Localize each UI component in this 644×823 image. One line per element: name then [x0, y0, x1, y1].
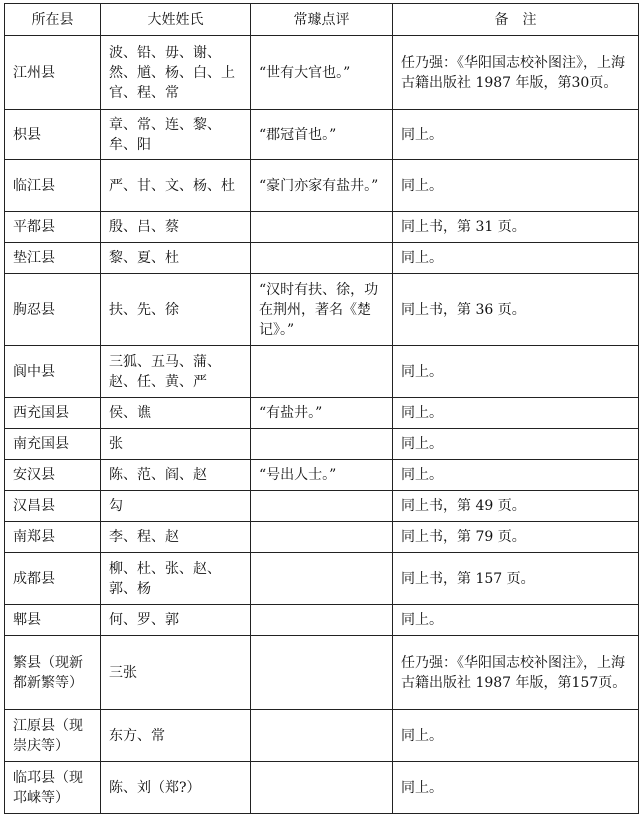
comment-cell — [251, 762, 393, 814]
table-row — [5, 274, 639, 346]
note-cell: 同上书，第 31 页。 — [393, 212, 639, 243]
table-row — [5, 243, 639, 274]
table-row — [5, 36, 639, 110]
surnames-cell: 李、程、赵 — [101, 522, 251, 553]
comment-cell — [251, 212, 393, 243]
surnames-cell: 三狐、五马、蒲、赵、任、黄、严 — [101, 346, 251, 398]
county-cell: 郫县 — [5, 605, 101, 636]
surnames-cell: 陈、范、阎、赵 — [101, 460, 251, 491]
table-row — [5, 522, 639, 553]
note-cell: 同上。 — [393, 160, 639, 212]
comment-cell: “世有大官也。” — [251, 36, 393, 110]
comment-cell — [251, 522, 393, 553]
county-cell: 南充国县 — [5, 429, 101, 460]
surnames-cell: 柳、杜、张、赵、郭、杨 — [101, 553, 251, 605]
table-row — [5, 636, 639, 710]
comment-cell — [251, 636, 393, 710]
county-cell: 繁县（现新都新繁等） — [5, 636, 101, 710]
county-cell: 安汉县 — [5, 460, 101, 491]
comment-cell: “豪门亦家有盐井。” — [251, 160, 393, 212]
header-county: 所在县 — [5, 4, 101, 36]
note-cell: 同上。 — [393, 605, 639, 636]
surnames-cell: 东方、常 — [101, 710, 251, 762]
surnames-cell: 何、罗、郭 — [101, 605, 251, 636]
county-cell: 南郑县 — [5, 522, 101, 553]
comment-cell — [251, 710, 393, 762]
county-cell: 临江县 — [5, 160, 101, 212]
note-cell: 同上。 — [393, 460, 639, 491]
note-cell: 同上。 — [393, 762, 639, 814]
comment-cell: “号出人士。” — [251, 460, 393, 491]
surnames-cell: 勾 — [101, 491, 251, 522]
note-cell: 同上。 — [393, 429, 639, 460]
note-cell: 同上书，第 36 页。 — [393, 274, 639, 346]
table-row — [5, 762, 639, 814]
note-cell: 同上。 — [393, 243, 639, 274]
surnames-cell: 三张 — [101, 636, 251, 710]
county-cell: 成都县 — [5, 553, 101, 605]
county-cell: 西充国县 — [5, 398, 101, 429]
table-row — [5, 605, 639, 636]
comment-cell: “汉时有扶、徐，功在荆州，著名《楚记》。” — [251, 274, 393, 346]
table-row — [5, 429, 639, 460]
county-cell: 汉昌县 — [5, 491, 101, 522]
table-row — [5, 491, 639, 522]
table-row — [5, 460, 639, 491]
comment-cell — [251, 429, 393, 460]
table-body — [5, 36, 639, 814]
comment-cell: “郡冠首也。” — [251, 110, 393, 160]
table-row — [5, 212, 639, 243]
surnames-cell: 陈、刘（郑?） — [101, 762, 251, 814]
header-comment: 常璩点评 — [251, 4, 393, 36]
surnames-cell: 波、铅、毋、谢、然、馗、杨、白、上官、程、常 — [101, 36, 251, 110]
comment-cell — [251, 243, 393, 274]
county-cell: 垫江县 — [5, 243, 101, 274]
table-row — [5, 710, 639, 762]
comment-cell — [251, 553, 393, 605]
header-note: 备 注 — [393, 4, 639, 36]
note-cell: 同上。 — [393, 710, 639, 762]
surnames-cell: 章、常、连、黎、牟、阳 — [101, 110, 251, 160]
note-cell: 同上书，第 157 页。 — [393, 553, 639, 605]
surnames-cell: 张 — [101, 429, 251, 460]
surnames-cell: 扶、先、徐 — [101, 274, 251, 346]
note-cell: 同上。 — [393, 110, 639, 160]
header-surnames: 大姓姓氏 — [101, 4, 251, 36]
table-row — [5, 160, 639, 212]
note-cell: 同上书，第 79 页。 — [393, 522, 639, 553]
note-cell: 任乃强：《华阳国志校补图注》，上海古籍出版社 1987 年版，第157页。 — [393, 636, 639, 710]
surname-table — [4, 3, 639, 814]
surnames-cell: 侯、谯 — [101, 398, 251, 429]
surnames-cell: 殷、吕、蔡 — [101, 212, 251, 243]
note-cell: 同上书，第 49 页。 — [393, 491, 639, 522]
table-row — [5, 346, 639, 398]
note-cell: 任乃强：《华阳国志校补图注》，上海古籍出版社 1987 年版，第30页。 — [393, 36, 639, 110]
county-cell: 临邛县（现邛崃等） — [5, 762, 101, 814]
comment-cell — [251, 346, 393, 398]
county-cell: 朐忍县 — [5, 274, 101, 346]
surnames-cell: 严、甘、文、杨、杜 — [101, 160, 251, 212]
note-cell: 同上。 — [393, 346, 639, 398]
county-cell: 枳县 — [5, 110, 101, 160]
table-row — [5, 553, 639, 605]
county-cell: 江原县（现崇庆等） — [5, 710, 101, 762]
header-row — [5, 4, 639, 36]
comment-cell: “有盐井。” — [251, 398, 393, 429]
county-cell: 阆中县 — [5, 346, 101, 398]
comment-cell — [251, 605, 393, 636]
table-row — [5, 398, 639, 429]
comment-cell — [251, 491, 393, 522]
surnames-cell: 黎、夏、杜 — [101, 243, 251, 274]
county-cell: 江州县 — [5, 36, 101, 110]
table-row — [5, 110, 639, 160]
note-cell: 同上。 — [393, 398, 639, 429]
county-cell: 平都县 — [5, 212, 101, 243]
